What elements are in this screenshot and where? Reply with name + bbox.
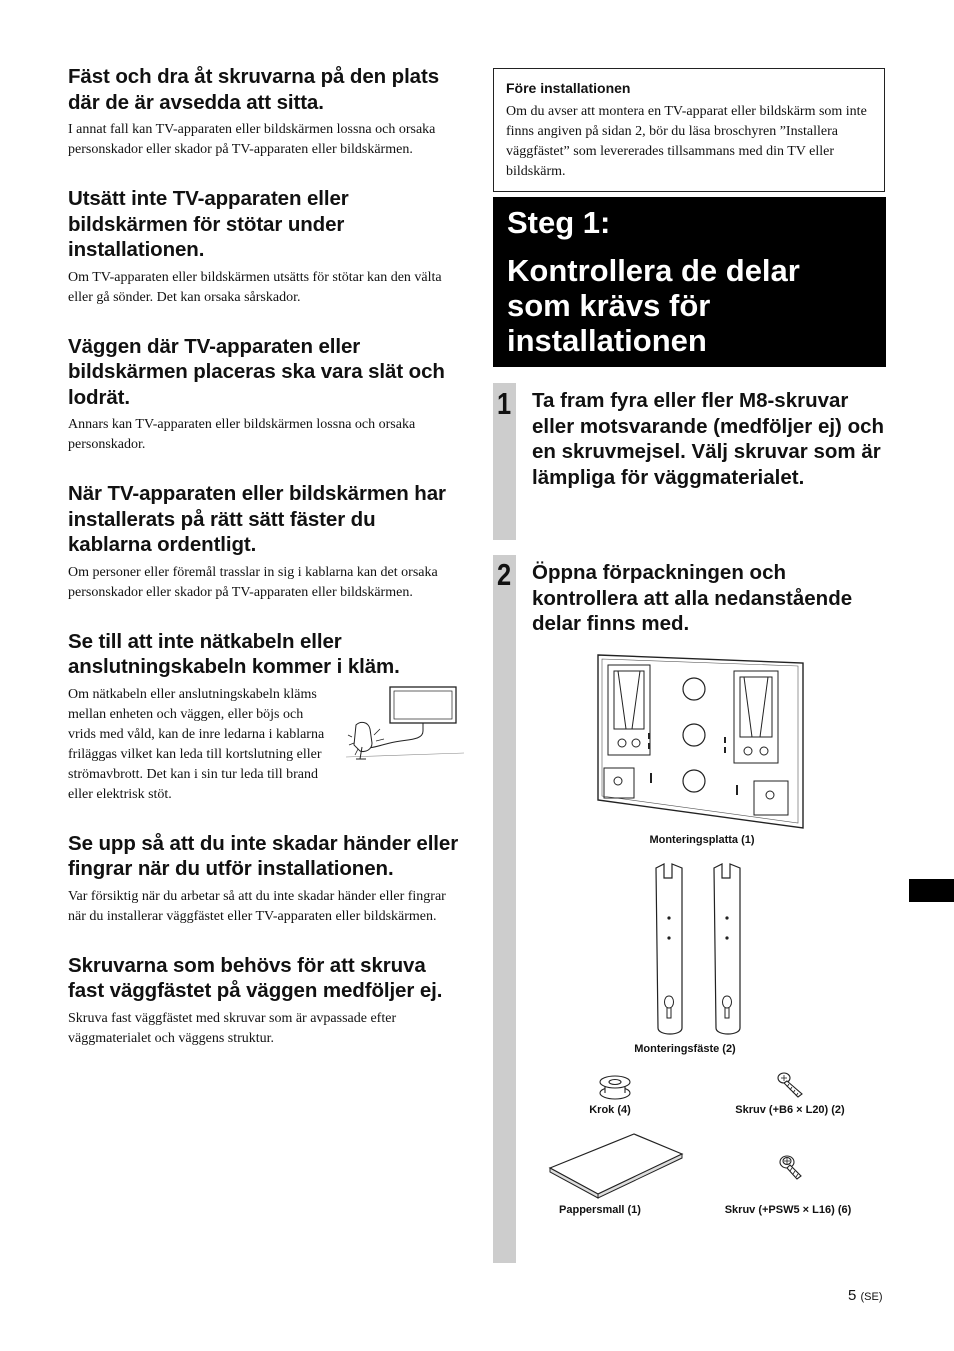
page-number-value: 5 <box>848 1287 857 1304</box>
step-label: Steg 1: <box>507 205 611 240</box>
safety-section-3 <box>68 334 460 456</box>
section-body: I annat fall kan TV-apparaten eller bildskärmen lossna och orsaka personskador eller skador på TV-apparaten eller bildskärmen. <box>68 122 436 157</box>
safety-section-2 <box>68 186 460 308</box>
substep-text: Öppna förpackningen och kontrollera att alla nedanstående delar finns med. <box>532 561 853 635</box>
step-title: Kontrollera de delar som krävs för installationen <box>507 253 800 358</box>
note-title: Före installationen <box>506 80 631 96</box>
mounting-plate-caption: Monteringsplatta (1) <box>649 834 755 846</box>
hook-illustration <box>596 1071 634 1101</box>
screw-b6-caption: Skruv (+B6 × L20) (2) <box>735 1104 845 1116</box>
mounting-plate-illustration <box>596 653 805 830</box>
section-body-with-figure <box>68 685 460 805</box>
section-body: Om personer eller föremål trasslar in sig i kablarna kan det orsaka personskador eller skador på TV-apparaten eller bildskärmen. <box>68 564 438 600</box>
chapter-tab-marker <box>909 879 954 902</box>
safety-section-1 <box>68 64 460 160</box>
safety-section-5 <box>68 629 460 805</box>
section-heading: Väggen där TV-apparaten eller bildskärmen placeras ska vara slät och lodrät. <box>68 334 445 409</box>
before-installation-note <box>493 68 885 192</box>
section-heading: Se upp så att du inte skadar händer eller fingrar när du utför installationen. <box>68 831 459 880</box>
section-body: Var försiktig när du arbetar så att du inte skadar händer eller fingrar när du installerar väggfästet eller TV-apparaten eller bildskärmen. <box>68 888 446 924</box>
mounting-bracket-illustration <box>652 862 752 1038</box>
substep-number: 2 <box>497 557 512 592</box>
screw-psw5-illustration <box>778 1153 804 1181</box>
mounting-bracket-caption: Monteringsfäste (2) <box>634 1043 736 1055</box>
step-2-bar <box>493 555 516 1263</box>
section-body: Om TV-apparaten eller bildskärmen utsätts för stötar kan den välta eller gå sönder. Det kan orsaka sårskador. <box>68 269 442 305</box>
safety-section-6 <box>68 831 460 927</box>
section-heading: Fäst och dra åt skruvarna på den plats där de är avsedda att sitta. <box>68 65 440 114</box>
note-body: Om du avser att montera en TV-apparat eller bildskärm som inte finns angiven på sidan 2, bör du läsa broschyren ”Installera väggfästet” som levererades tillsammans med din TV eller bildskärm. <box>506 104 867 179</box>
section-body: Annars kan TV-apparaten eller bildskärmen lossna och orsaka personskador. <box>68 417 416 452</box>
screw-psw5-caption: Skruv (+PSW5 × L16) (6) <box>724 1204 852 1216</box>
section-heading: Se till att inte nätkabeln eller anslutningskabeln kommer i kläm. <box>68 629 400 678</box>
safety-section-4 <box>68 481 460 603</box>
substep-number: 1 <box>497 386 512 421</box>
page-number <box>848 1287 883 1304</box>
tv-cable-illustration <box>346 685 464 775</box>
left-column <box>68 64 460 1075</box>
section-heading: Skruvarna som behövs för att skruva fast väggfästet på väggen medföljer ej. <box>68 953 443 1002</box>
step-banner <box>493 197 886 367</box>
hook-caption: Krok (4) <box>589 1104 631 1116</box>
safety-section-7 <box>68 953 460 1049</box>
section-body: Om nätkabeln eller anslutningskabeln kläms mellan enheten och väggen, eller böjs och vrids med våld, kan de inre ledarna i kablarna friläggas vilket kan leda till kortslutning eller strömavbrott. Det kan i sin tur leda till brand eller elektrisk stöt. <box>68 686 325 802</box>
substep-text: Ta fram fyra eller fler M8-skruvar eller motsvarande (medföljer ej) och en skruvmejsel. Välj skruvar som är lämpliga för väggmaterialet. <box>532 389 885 489</box>
section-heading: Utsätt inte TV-apparaten eller bildskärmen för stötar under installationen. <box>68 187 349 261</box>
section-body: Skruva fast väggfästet med skruvar som är avpassade efter väggmaterialet och väggens struktur. <box>68 1010 397 1046</box>
paper-template-caption: Pappersmall (1) <box>559 1204 641 1216</box>
screw-b6-illustration <box>776 1070 806 1098</box>
paper-template-illustration <box>548 1132 684 1204</box>
section-heading: När TV-apparaten eller bildskärmen har installerats på rätt sätt fäster du kablarna ordentligt. <box>68 482 446 556</box>
page-number-suffix: (SE) <box>860 1291 883 1303</box>
